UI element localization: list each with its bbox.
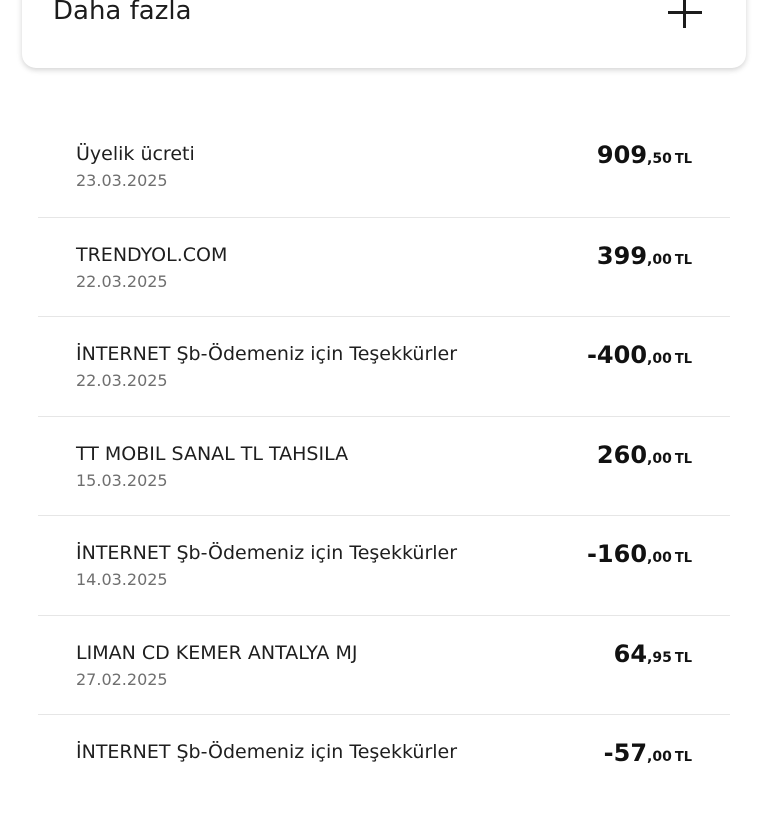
amount-decimal: ,00 bbox=[647, 251, 672, 268]
transaction-row[interactable] bbox=[38, 316, 730, 416]
transaction-title: TT MOBIL SANAL TL TAHSILA bbox=[76, 442, 349, 465]
amount-integer: -400 bbox=[586, 341, 648, 369]
transaction-row[interactable] bbox=[38, 416, 730, 516]
transaction-amount bbox=[597, 242, 692, 270]
amount-decimal: ,00 bbox=[647, 749, 672, 765]
transaction-title: Üyelik ücreti bbox=[76, 143, 195, 165]
transaction-date: 22.03.2025 bbox=[76, 371, 168, 390]
amount-currency: TL bbox=[674, 152, 692, 167]
transaction-row[interactable] bbox=[38, 515, 730, 615]
transaction-title: İNTERNET Şb-Ödemeniz için Teşekkürler bbox=[76, 542, 458, 564]
transaction-date: 22.03.2025 bbox=[76, 271, 168, 291]
transaction-date: 14.03.2025 bbox=[76, 570, 168, 589]
transaction-amount bbox=[597, 441, 692, 469]
transaction-title: İNTERNET Şb-Ödemeniz için Teşekkürler bbox=[76, 741, 458, 763]
amount-integer: 64 bbox=[613, 639, 648, 668]
amount-integer: -57 bbox=[603, 739, 648, 767]
amount-currency: TL bbox=[674, 750, 692, 765]
amount-integer: -160 bbox=[586, 540, 648, 568]
amount-decimal: ,50 bbox=[647, 151, 672, 167]
transaction-title: TRENDYOL.COM bbox=[76, 243, 228, 266]
more-card[interactable] bbox=[22, 0, 746, 68]
amount-decimal: ,95 bbox=[647, 649, 672, 666]
transaction-title: LIMAN CD KEMER ANTALYA MJ bbox=[76, 641, 358, 664]
amount-decimal: ,00 bbox=[647, 351, 672, 367]
transaction-amount bbox=[614, 640, 692, 668]
transaction-amount bbox=[587, 540, 692, 568]
amount-integer: 909 bbox=[596, 141, 648, 169]
transaction-row[interactable] bbox=[38, 217, 730, 317]
card-title: Daha fazla bbox=[53, 0, 192, 26]
amount-decimal: ,00 bbox=[647, 550, 672, 566]
transaction-date: 23.03.2025 bbox=[76, 171, 168, 190]
amount-decimal: ,00 bbox=[647, 450, 672, 467]
amount-integer: 260 bbox=[596, 440, 648, 469]
transaction-amount bbox=[587, 341, 692, 369]
amount-currency: TL bbox=[674, 252, 692, 268]
transaction-title: İNTERNET Şb-Ödemeniz için Teşekkürler bbox=[76, 343, 458, 365]
transaction-list bbox=[38, 117, 730, 814]
plus-icon[interactable] bbox=[668, 0, 702, 32]
transaction-amount bbox=[604, 739, 692, 767]
amount-currency: TL bbox=[674, 551, 692, 566]
transaction-row[interactable] bbox=[38, 615, 730, 715]
amount-currency: TL bbox=[674, 352, 692, 367]
transaction-amount bbox=[597, 141, 692, 169]
transaction-row[interactable] bbox=[38, 117, 730, 217]
transaction-date: 15.03.2025 bbox=[76, 470, 168, 490]
transaction-row[interactable] bbox=[38, 714, 730, 814]
amount-currency: TL bbox=[674, 650, 692, 666]
amount-integer: 399 bbox=[596, 241, 648, 270]
amount-currency: TL bbox=[674, 451, 692, 467]
transaction-date: 27.02.2025 bbox=[76, 669, 168, 689]
